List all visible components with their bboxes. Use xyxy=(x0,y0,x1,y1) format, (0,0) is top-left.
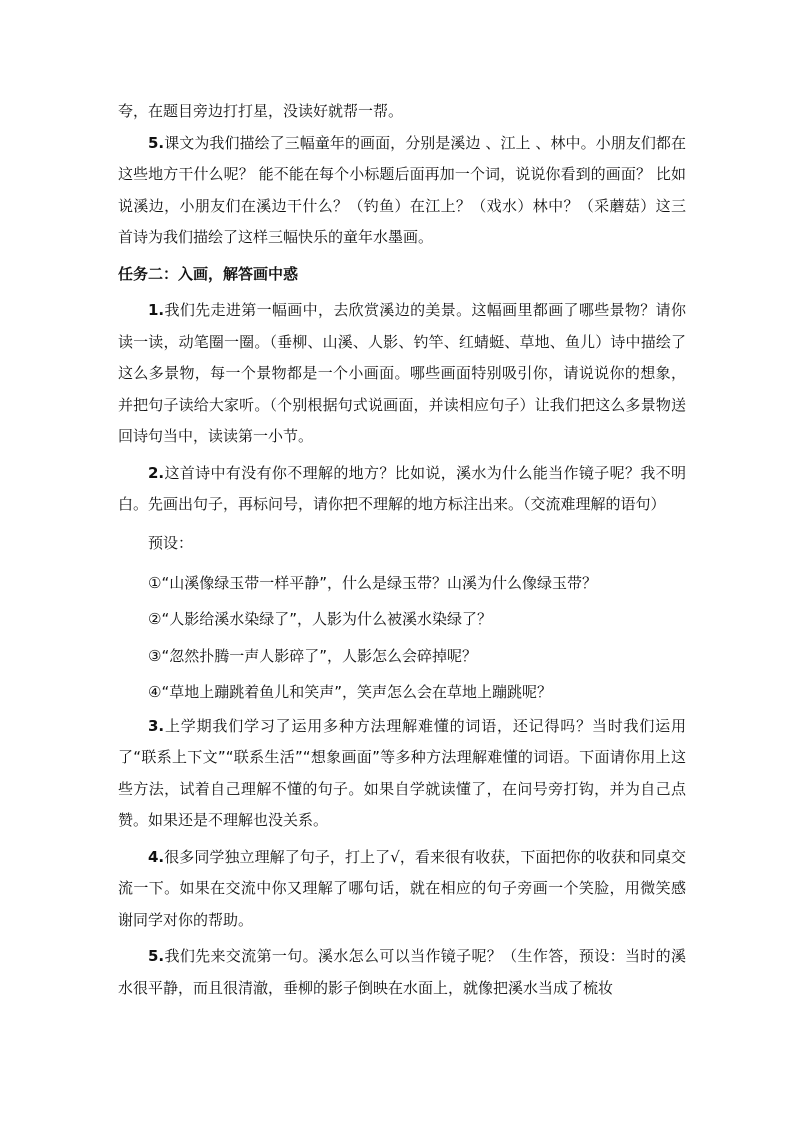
item-text: 很多同学独立理解了句子，打上了√，看来很有收获，下面把你的收获和同桌交流一下。如果在交流中你又理解了哪句话，就在相应的句子旁画一个笑脸，用微笑感谢同学对你的帮助。 xyxy=(118,847,686,929)
item-text: 我们先走进第一幅画中，去欣赏溪边的美景。这幅画里都画了哪些景物？请你读一读，动笔圈一圈。（垂柳、山溪、人影、钓竿、红蜻蜓、草地、鱼儿）诗中描绘了这么多景物，每一个景物都是一个小画面。哪些画面特别吸引你，请说说你的想象，并把句子读给大家听。（个别根据句式说画面，并读相应句子）让我们把这么多景物送回诗句当中，读读第一小节。 xyxy=(118,301,686,445)
task1-item-5 xyxy=(118,128,686,254)
document-page xyxy=(118,96,686,1004)
task2-item-1 xyxy=(118,295,686,453)
item-number: 3. xyxy=(148,716,165,735)
task2-item-3 xyxy=(118,711,686,837)
item-text: 这首诗中有没有你不理解的地方？比如说，溪水为什么能当作镜子呢？我不明白。先画出句子，再标问号，请你把不理解的地方标注出来。（交流难理解的语句） xyxy=(118,463,686,513)
task2-item-5 xyxy=(118,941,686,1004)
intro-continuation: 夸，在题目旁边打打星，没读好就帮一帮。 xyxy=(118,102,404,120)
item-number: 4. xyxy=(148,847,165,866)
preset-item: ④“草地上蹦跳着鱼儿和笑声”，笑声怎么会在草地上蹦跳呢？ xyxy=(148,683,552,701)
item-number: 2. xyxy=(148,463,165,482)
item-text: 上学期我们学习了运用多种方法理解难懂的词语，还记得吗？当时我们运用了“联系上下文”“联系生活”“想象画面”等多种方法理解难懂的词语。下面请你用上这些方法，试着自己理解不懂的句子。如果自学就读懂了，在问号旁打钩，并为自己点赞。如果还是不理解也没关系。 xyxy=(118,716,686,829)
item-number: 1. xyxy=(148,301,165,319)
preset-item: ②“人影给溪水染绿了”，人影为什么被溪水染绿了？ xyxy=(148,610,492,628)
item-number: 5. xyxy=(148,133,165,152)
item-text: 我们先来交流第一句。溪水怎么可以当作镜子呢？（生作答，预设：当时的溪水很平静，而且很清澈，垂柳的影子倒映在水面上，就像把溪水当成了梳妆 xyxy=(118,947,686,997)
preset-item: ①“山溪像绿玉带一样平静”，什么是绿玉带？山溪为什么像绿玉带？ xyxy=(148,573,597,592)
item-text: 课文为我们描绘了三幅童年的画面，分别是溪边 、江上 、林中。小朋友们都在这些地方干什么呢？ 能不能在每个小标题后面再加一个词，说说你看到的画面？ 比如说溪边，小朋友们在溪边干什么？（钓鱼）在江上？（戏水）林中？（采蘑菇）这三首诗为我们描绘了这样三幅快乐的童年水墨画。 xyxy=(118,133,686,246)
task2-item-4 xyxy=(118,842,686,937)
preset-item: ③“忽然扑腾一声人影碎了”，人影怎么会碎掉呢？ xyxy=(148,646,477,665)
preset-label: 预设： xyxy=(148,533,194,552)
item-number: 5. xyxy=(148,947,165,965)
preset-list xyxy=(118,565,686,711)
task2-item-2 xyxy=(118,458,686,521)
task2-heading: 任务二：入画，解答画中惑 xyxy=(118,264,299,283)
